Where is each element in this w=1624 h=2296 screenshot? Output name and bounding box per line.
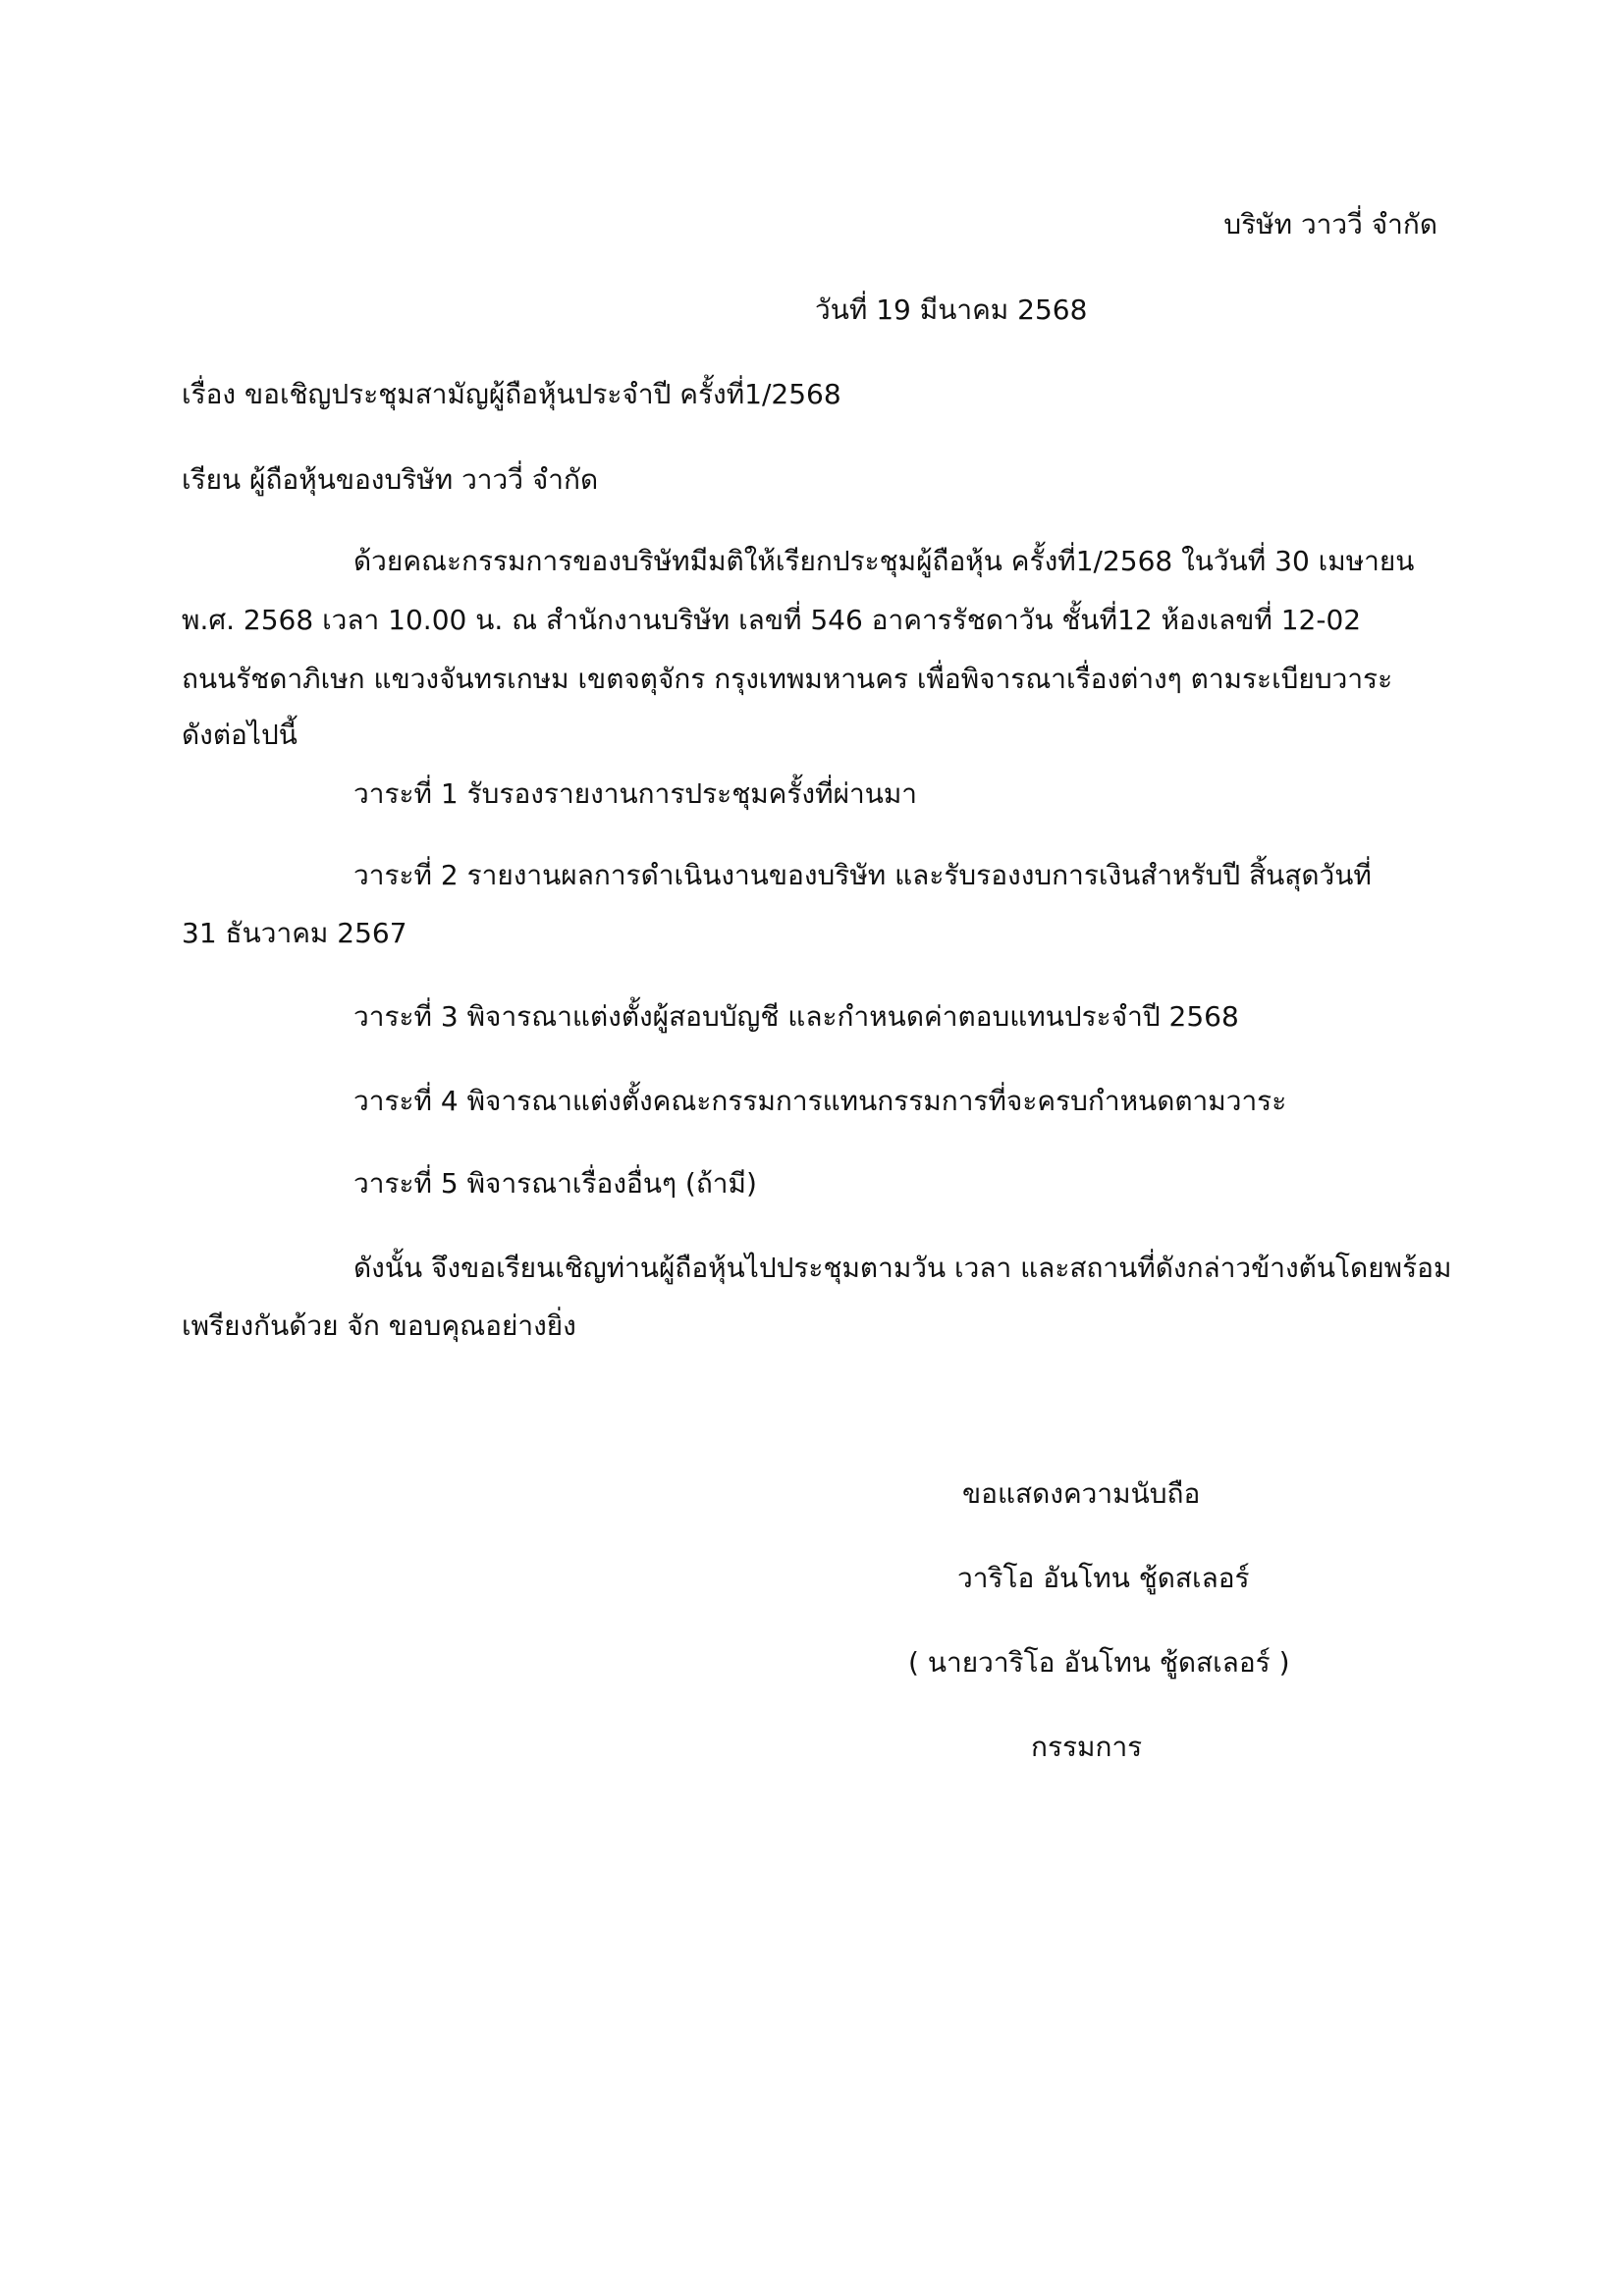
agenda-item-2-continued: 31 ธันวาคม 2567 [182,917,407,949]
agenda-item-3: วาระที่ 3 พิจารณาแต่งตั้งผู้สอบบัญชี และกำหนดค่าตอบแทนประจำปี 2568 [353,1000,1239,1033]
signature-regards: ขอแสดงความนับถือ [962,1477,1201,1510]
intro-paragraph-line: พ.ศ. 2568 เวลา 10.00 น. ณ สำนักงานบริษัท เลขที่ 546 อาคารรัชดาวัน ชั้นที่12 ห้องเลขที่ 12-02 [182,604,1362,636]
intro-paragraph-line: ด้วยคณะกรรมการของบริษัทมีมติให้เรียกประชุมผู้ถือหุ้น ครั้งที่1/2568 ในวันที่ 30 เมษายน [353,545,1415,577]
agenda-item-1: วาระที่ 1 รับรองรายงานการประชุมครั้งที่ผ่านมา [353,777,918,810]
agenda-item-4: วาระที่ 4 พิจารณาแต่งตั้งคณะกรรมการแทนกรรมการที่จะครบกำหนดตามวาระ [353,1085,1287,1117]
intro-paragraph-line: ดังต่อไปนี้ [182,719,298,751]
closing-paragraph-line: เพรียงกันด้วย จัก ขอบคุณอย่างยิ่ง [182,1309,576,1342]
closing-paragraph-line: ดังนั้น จึงขอเรียนเชิญท่านผู้ถือหุ้นไปประชุมตามวัน เวลา และสถานที่ดังกล่าวข้างต้นโดยพร้อม [353,1252,1452,1284]
company-name: บริษัท วาววี่ จำกัด [1223,208,1437,240]
agenda-item-5: วาระที่ 5 พิจารณาเรื่องอื่นๆ (ถ้ามี) [353,1167,757,1200]
letter-subject: เรื่อง ขอเชิญประชุมสามัญผู้ถือหุ้นประจำปี ครั้งที่1/2568 [182,378,841,410]
letter-recipient: เรียน ผู้ถือหุ้นของบริษัท วาววี่ จำกัด [182,463,599,496]
signature-full-name: ( นายวาริโอ อันโทน ชู้ดสเลอร์ ) [908,1646,1290,1679]
letter-date: วันที่ 19 มีนาคม 2568 [815,294,1088,326]
intro-paragraph-line: ถนนรัชดาภิเษก แขวงจันทรเกษม เขตจตุจักร กรุงเทพมหานคร เพื่อพิจารณาเรื่องต่างๆ ตามระเบียบวาระ [182,663,1393,695]
agenda-item-2: วาระที่ 2 รายงานผลการดำเนินงานของบริษัท และรับรองงบการเงินสำหรับปี สิ้นสุดวันที่ [353,859,1372,891]
signature-position: กรรมการ [1031,1731,1143,1763]
signature-name: วาริโอ อันโทน ชู้ดสเลอร์ [957,1562,1250,1594]
